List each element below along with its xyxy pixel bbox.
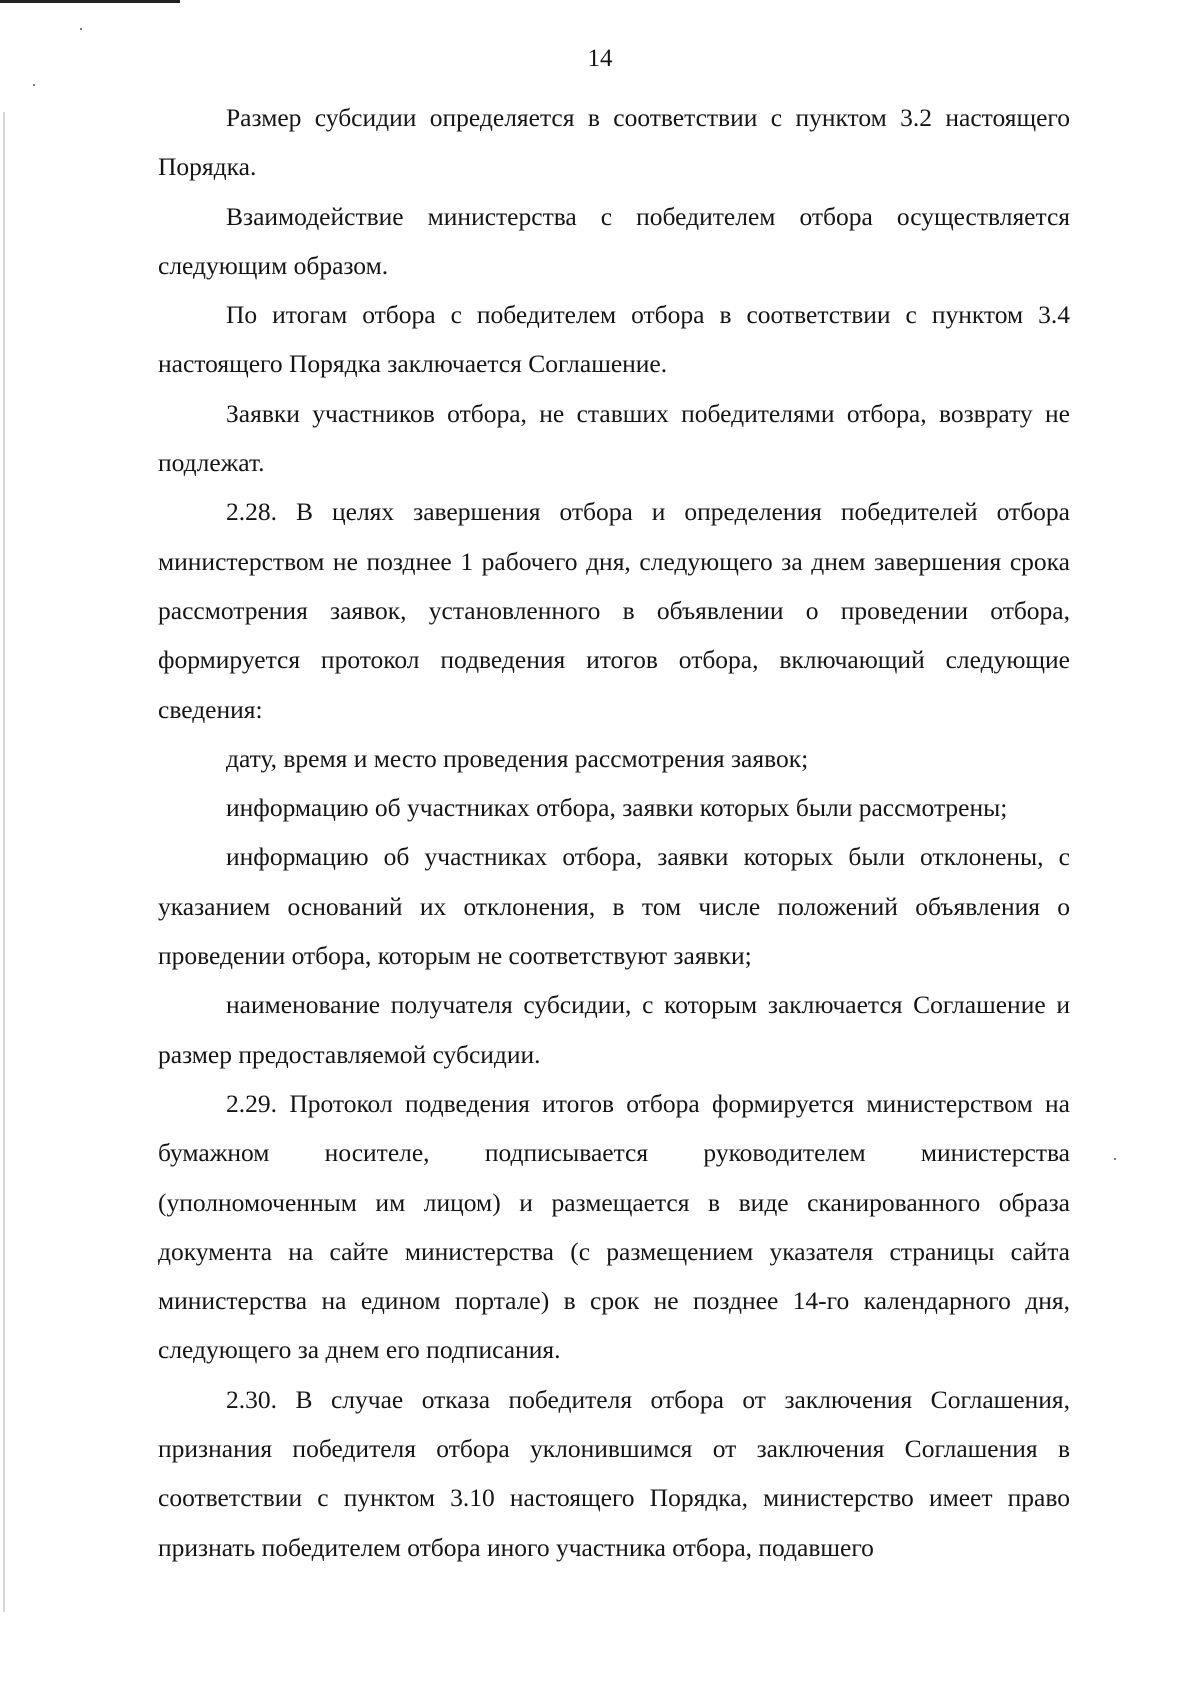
- paragraph: По итогам отбора с победителем отбора в соответствии с пунктом 3.4 настоящего Порядка заключается Соглашение.: [158, 300, 1070, 379]
- paragraph: Размер субсидии определяется в соответствии с пунктом 3.2 настоящего Порядка.: [158, 103, 1070, 182]
- paragraph: 2.30. В случае отказа победителя отбора от заключения Соглашения, признания победителя отбора уклонившимся от заключения Соглашения в соответствии с пунктом 3.10 настоящего Порядка, министерство имеет право признать победителем отбора иного участника отбора, подавшего: [158, 1384, 1070, 1562]
- list-item: наименование получателя субсидии, с которым заключается Соглашение и размер предоставляемой субсидии.: [158, 990, 1070, 1069]
- top-edge-rule: [0, 0, 180, 3]
- paragraph: Заявки участников отбора, не ставших победителями отбора, возврату не подлежат.: [158, 398, 1070, 478]
- paragraph: Взаимодействие министерства с победителем отбора осуществляется следующим образом.: [158, 201, 1070, 280]
- page-number: 14: [587, 45, 613, 72]
- list-item: информацию об участниках отбора, заявки которых были отклонены, с указанием оснований их отклонения, в том числе положений объявления о проведении отбора, которым не соответствуют заявки;: [158, 842, 1070, 971]
- left-edge-rule: [3, 112, 5, 1612]
- scan-speck: [1114, 1158, 1116, 1160]
- document-body: [158, 93, 1070, 1572]
- scan-speck: [33, 84, 35, 86]
- list-item: дату, время и место проведения рассмотрения заявок;: [226, 743, 809, 773]
- paragraph: 2.28. В целях завершения отбора и определения победителей отбора министерством не позднее 1 рабочего дня, следующего за днем завершения срока рассмотрения заявок, установленного в объявлении о проведении отбора, формируется протокол подведения итогов отбора, включающий следующие сведения:: [158, 497, 1070, 724]
- paragraph: 2.29. Протокол подведения итогов отбора формируется министерством на бумажном носителе, подписывается руководителем министерства (уполномоченным им лицом) и размещается в виде сканированного образа документа на сайте министерства (с размещением указателя страницы сайта министерства на едином портале) в срок не позднее 14-го календарного дня, следующего за днем его подписания.: [158, 1088, 1070, 1365]
- list-item: информацию об участниках отбора, заявки которых были рассмотрены;: [226, 793, 1008, 823]
- scan-speck: [80, 28, 82, 30]
